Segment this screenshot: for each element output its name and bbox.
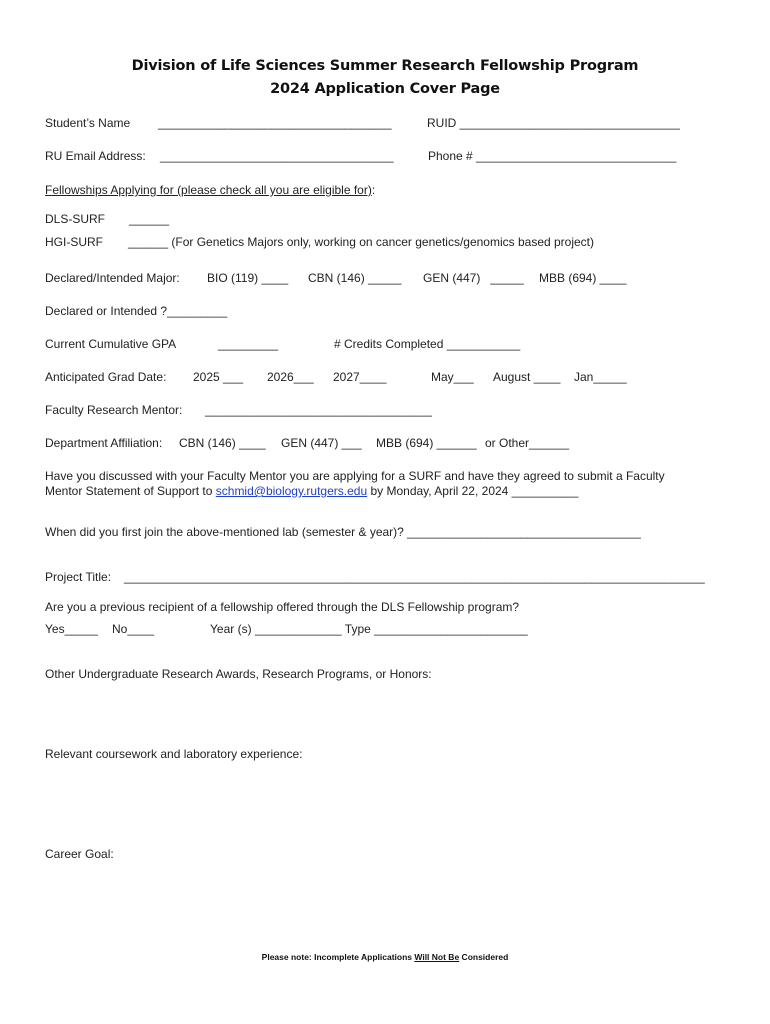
grad-date-label: Anticipated Grad Date: <box>45 370 167 384</box>
student-name-label: Student’s Name <box>45 116 131 130</box>
credits-field[interactable]: # Credits Completed ___________ <box>334 337 521 351</box>
career-goal-label: Career Goal: <box>45 847 114 861</box>
dept-mbb-option[interactable]: MBB (694) ______ <box>376 436 477 450</box>
dept-gen-option[interactable]: GEN (447) ___ <box>281 436 362 450</box>
gpa-label: Current Cumulative GPA <box>45 337 177 351</box>
email-field[interactable]: ___________________________________ <box>160 149 394 163</box>
discussed-question: Have you discussed with your Faculty Mentor you are applying for a SURF and have they agreed to submit a Faculty <box>45 469 665 483</box>
page-subtitle: 2024 Application Cover Page <box>270 81 500 97</box>
project-title-label: Project Title: <box>45 570 112 584</box>
discussed-question-line2: Mentor Statement of Support to schmid@biology.rutgers.edu by Monday, April 22, 2024 __________ <box>45 484 579 498</box>
major-gen-option[interactable]: GEN (447) _____ <box>423 271 524 285</box>
grad-2026-option[interactable]: 2026___ <box>267 370 314 384</box>
student-name-field[interactable]: ___________________________________ <box>158 116 392 130</box>
major-cbn-option[interactable]: CBN (146) _____ <box>308 271 402 285</box>
footer-note: Please note: Incomplete Applications Will Not Be Considered <box>261 952 509 962</box>
hgi-surf-checkbox[interactable]: ______ (For Genetics Majors only, working on cancer genetics/genomics based project) <box>128 235 595 249</box>
dls-surf-label: DLS-SURF <box>45 212 106 226</box>
grad-august-option[interactable]: August ____ <box>493 370 561 384</box>
department-label: Department Affiliation: <box>45 436 163 450</box>
phone-field[interactable]: Phone # ______________________________ <box>428 149 677 163</box>
mentor-email-link[interactable]: schmid@biology.rutgers.edu <box>215 484 368 498</box>
dept-cbn-option[interactable]: CBN (146) ____ <box>179 436 266 450</box>
previous-recipient-question: Are you a previous recipient of a fellowship offered through the DLS Fellowship program? <box>45 600 520 614</box>
grad-2025-option[interactable]: 2025 ___ <box>193 370 244 384</box>
other-awards-label: Other Undergraduate Research Awards, Research Programs, or Honors: <box>45 667 432 681</box>
page-title: Division of Life Sciences Summer Research Fellowship Program <box>131 58 639 74</box>
major-bio-option[interactable]: BIO (119) ____ <box>207 271 289 285</box>
project-title-field[interactable]: _______________________________________________________________________________________ <box>124 570 705 584</box>
grad-may-option[interactable]: May___ <box>431 370 474 384</box>
mentor-field[interactable]: __________________________________ <box>205 403 432 417</box>
mentor-label: Faculty Research Mentor: <box>45 403 183 417</box>
dept-other-option[interactable]: or Other______ <box>485 436 570 450</box>
previous-yes-option[interactable]: Yes_____ <box>45 622 98 636</box>
fellowships-heading: Fellowships Applying for (please check all you are eligible for): <box>45 183 376 197</box>
previous-no-option[interactable]: No____ <box>112 622 155 636</box>
major-label: Declared/Intended Major: <box>45 271 180 285</box>
grad-jan-option[interactable]: Jan_____ <box>574 370 627 384</box>
email-label: RU Email Address: <box>45 149 146 163</box>
lab-join-field[interactable]: When did you first join the above-mentioned lab (semester & year)? ___________________________________ <box>45 525 641 539</box>
grad-2027-option[interactable]: 2027____ <box>333 370 387 384</box>
major-mbb-option[interactable]: MBB (694) ____ <box>539 271 627 285</box>
gpa-field[interactable]: _________ <box>218 337 279 351</box>
hgi-surf-label: HGI-SURF <box>45 235 103 249</box>
ruid-field[interactable]: RUID _________________________________ <box>427 116 680 130</box>
coursework-label: Relevant coursework and laboratory experience: <box>45 747 303 761</box>
declared-or-intended-field[interactable]: Declared or Intended ?_________ <box>45 304 228 318</box>
dls-surf-checkbox[interactable]: ______ <box>129 212 170 226</box>
previous-year-type-field[interactable]: Year (s) _____________ Type _______________________ <box>210 622 528 636</box>
